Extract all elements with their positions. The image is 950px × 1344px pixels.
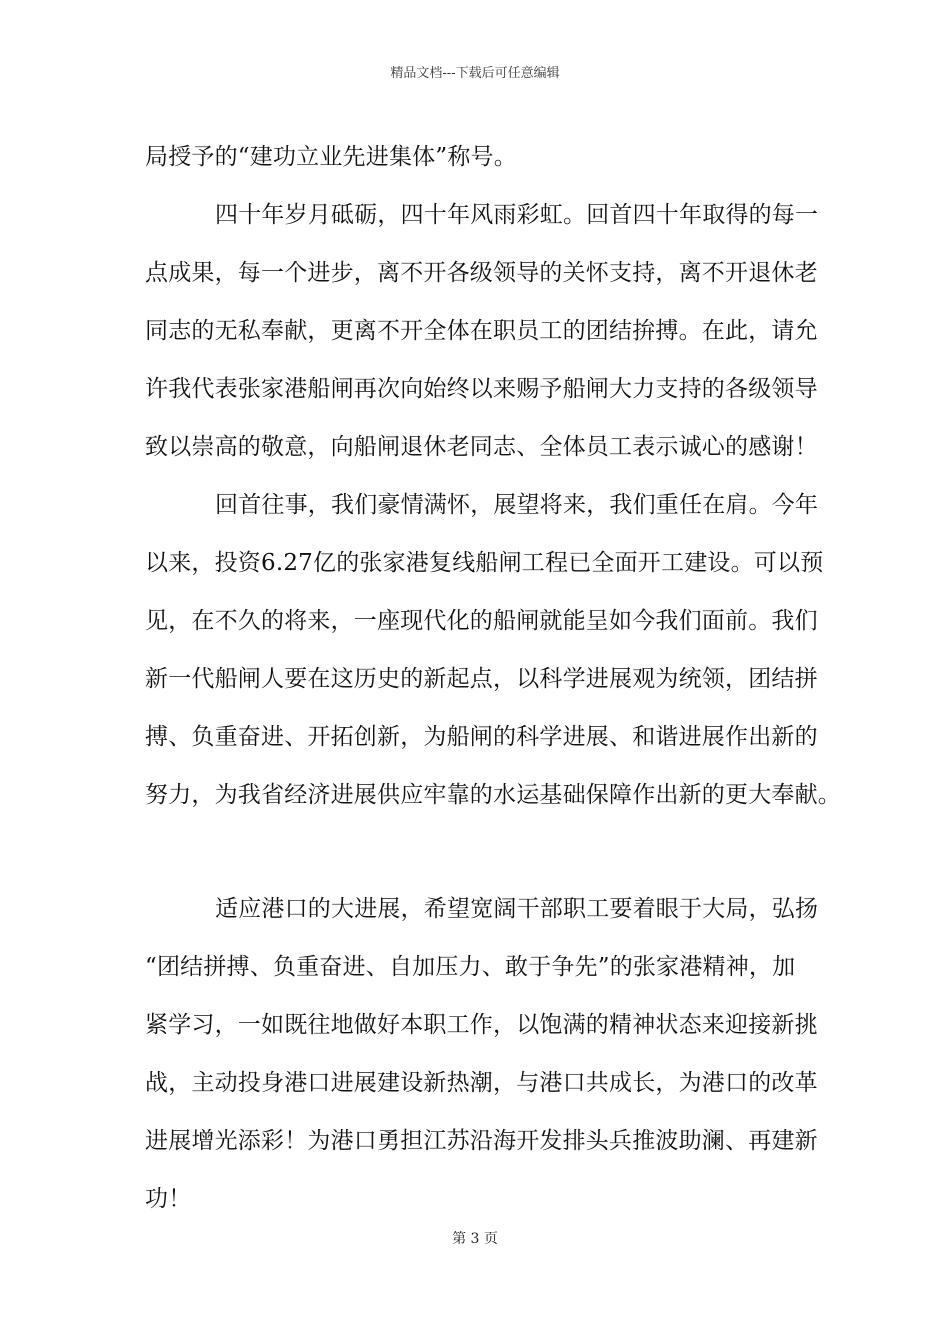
text-line: 回首往事，我们豪情满怀，展望将来，我们重任在肩。今年 — [215, 492, 819, 518]
page-header: 精品文档---下载后可任意编辑 — [390, 66, 560, 81]
text-line: 四十年岁月砥砺，四十年风雨彩虹。回首四十年取得的每一 — [215, 202, 819, 228]
text-line: 以来，投资6.27亿的张家港复线船闸工程已全面开工建设。可以预 — [145, 550, 824, 576]
page-number: 第 3 页 — [452, 1231, 498, 1247]
text-line: 努力，为我省经济进展供应牢靠的水运基础保障作出新的更大奉献。 — [145, 782, 841, 808]
text-line: 进展增光添彩！为港口勇担江苏沿海开发排头兵推波助澜、再建新 — [145, 1128, 818, 1154]
paragraph-3 — [145, 476, 841, 824]
text-line: 搏、负重奋进、开拓创新，为船闸的科学进展、和谐进展作出新的 — [145, 724, 818, 750]
text-line: 战，主动投身港口进展建设新热潮，与港口共成长，为港口的改革 — [145, 1070, 818, 1096]
text-line: 点成果，每一个进步，离不开各级领导的关怀支持，离不开退休老 — [145, 260, 818, 286]
text-line: 致以崇高的敬意，向船闸退休老同志、全体员工表示诚心的感谢！ — [145, 434, 818, 460]
paragraph-2 — [145, 186, 825, 476]
paragraph-1 — [145, 128, 825, 186]
paragraph-4 — [145, 880, 825, 1228]
text-line: 新一代船闸人要在这历史的新起点，以科学进展观为统领，团结拼 — [145, 666, 818, 692]
text-line: 适应港口的大进展，希望宽阔干部职工要着眼于大局，弘扬 — [215, 896, 819, 922]
text-line: “团结拼搏、负重奋进、自加压力、敢于争先”的张家港精神，加 — [145, 954, 796, 980]
text-line: 紧学习，一如既往地做好本职工作，以饱满的精神状态来迎接新挑 — [145, 1012, 818, 1038]
text-line: 许我代表张家港船闸再次向始终以来赐予船闸大力支持的各级领导 — [145, 376, 818, 402]
text-line: 同志的无私奉献，更离不开全体在职员工的团结拚搏。在此，请允 — [145, 318, 818, 344]
text-line: 局授予的“建功立业先进集体”称号。 — [145, 144, 517, 170]
document-body — [145, 128, 841, 1228]
paragraph-spacer — [145, 824, 825, 880]
text-line: 见，在不久的将来，一座现代化的船闸就能呈如今我们面前。我们 — [145, 608, 818, 634]
text-line: 功！ — [145, 1186, 192, 1212]
